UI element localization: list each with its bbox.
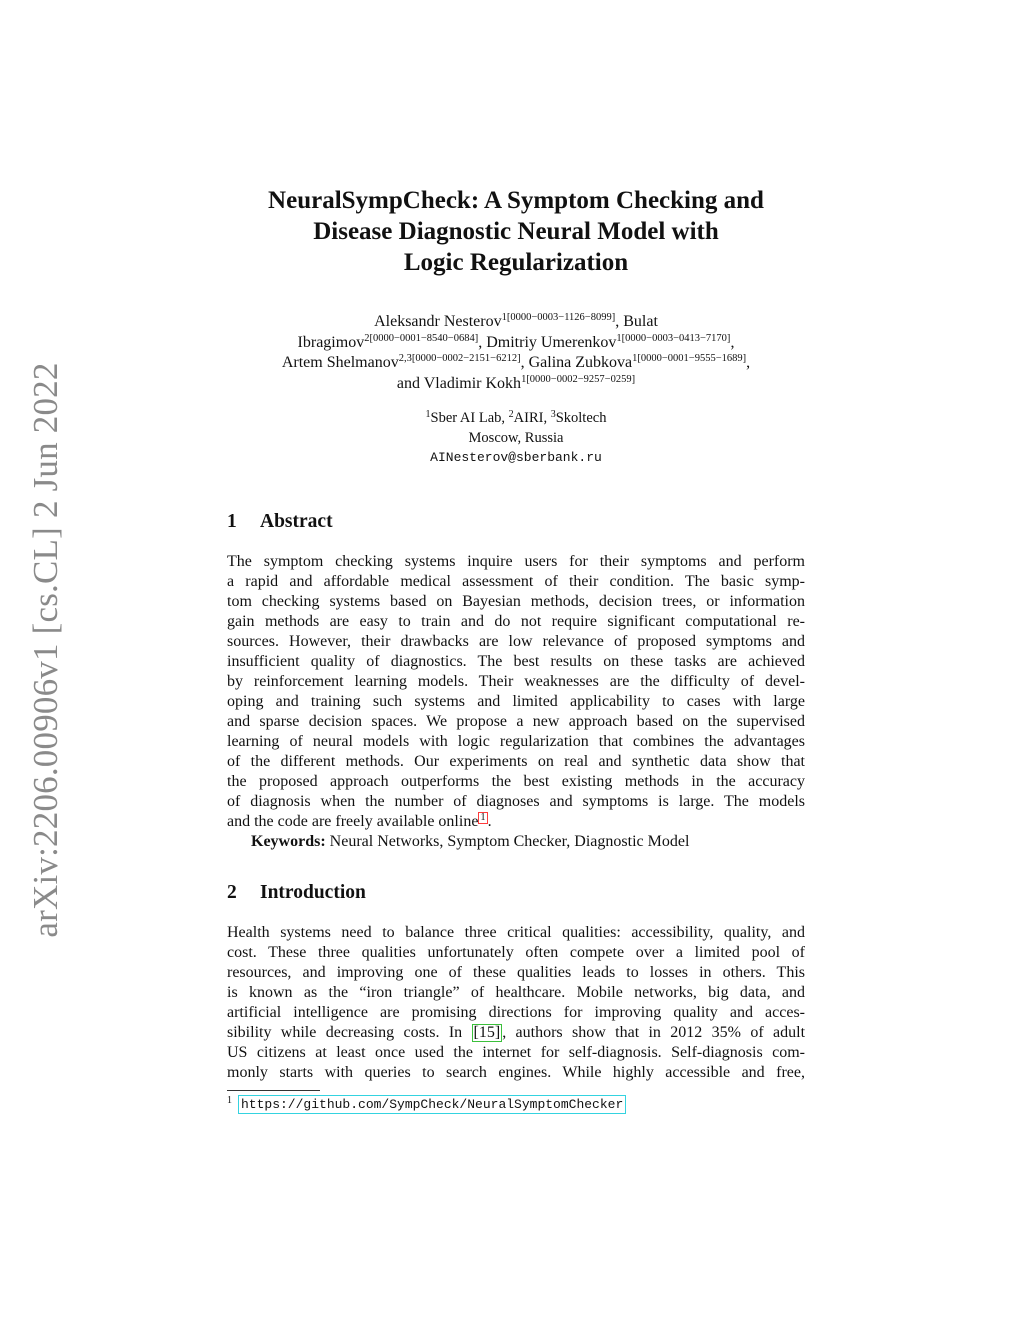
author-separator: , [746, 354, 751, 371]
author-name: , Dmitriy Umerenkov [478, 333, 617, 351]
section-number: 1 [227, 511, 237, 532]
affiliation-sup: 2 [508, 409, 514, 420]
introduction-body [227, 923, 805, 1083]
text-line: of diagnosis when the number of diagnoses and symptoms is large. The models [227, 793, 805, 810]
author-separator: , Bulat [615, 313, 658, 330]
text-line: learning of neural models with logic regularization that combines the advantages [227, 733, 805, 750]
text-line: oping and training such systems and limited applicability to cases with large [227, 693, 805, 710]
text-line: is known as the “iron triangle” of healthcare. Mobile networks, big data, and [227, 984, 805, 1001]
text-line: of the different methods. Our experiments on real and synthetic data show that [227, 753, 805, 770]
text-line-content: , authors show that in 2012 35% of adult [502, 1024, 806, 1041]
author-orcid: [0000−0001−8540−0684] [369, 332, 479, 344]
text-line: Health systems need to balance three critical qualities: accessibility, quality, and [227, 924, 805, 941]
affiliation-org: Sber AI Lab, [430, 410, 509, 426]
paper-title [227, 185, 805, 278]
author-orcid: [0000−0002−9257−0259] [526, 373, 636, 385]
text-line: by reinforcement learning models. Their weaknesses are the difficulty of devel- [227, 673, 805, 690]
affiliation-line [227, 409, 805, 429]
footnote-ref-link[interactable]: 1 [480, 812, 486, 823]
text-line: the proposed approach outperforms the best existing methods in the accuracy [227, 773, 805, 790]
author-orcid: [0000−0003−0413−7170] [621, 332, 731, 344]
section-title: Introduction [260, 882, 366, 903]
text-line: sources. However, their drawbacks are low relevance of proposed symptoms and [227, 633, 805, 650]
footnote-marker: 1 [227, 1095, 232, 1106]
text-line: a rapid and affordable medical assessment of their condition. The basic symp- [227, 573, 805, 590]
author-name: and Vladimir Kokh [396, 374, 522, 392]
title-line: Disease Diagnostic Neural Model with [313, 218, 719, 245]
affiliation-sup: 3 [550, 409, 556, 420]
text-line [227, 812, 805, 832]
author-line [227, 374, 805, 395]
affiliations [227, 409, 805, 468]
text-line [227, 1023, 805, 1043]
title-line: NeuralSympCheck: A Symptom Checking and [268, 187, 764, 214]
author-orcid: [0000−0001−9555−1689] [637, 353, 747, 364]
footnote-rule [227, 1090, 320, 1091]
text-line: The symptom checking systems inquire users for their symptoms and perform [227, 553, 805, 570]
author-separator: , [730, 333, 735, 351]
author-orcid: [0000−0003−1126−8099] [506, 312, 616, 323]
author-name: Artem Shelmanov [281, 354, 399, 371]
section-number: 2 [227, 882, 237, 903]
keywords-label: Keywords: [251, 833, 326, 850]
author-name: Aleksandr Nesterov [374, 313, 502, 330]
text-line-content: sibility while decreasing costs. In [227, 1024, 472, 1041]
author-affiliation-sup: 1 [521, 373, 527, 385]
affiliation-org: Skoltech [555, 410, 607, 426]
text-line: and sparse decision spaces. We propose a new approach based on the supervised [227, 713, 805, 730]
author-list [227, 312, 805, 394]
author-line [227, 333, 805, 354]
author-orcid: [0000−0002−2151−6212] [411, 353, 521, 364]
affiliation-sup: 1 [425, 409, 431, 420]
affiliation-location: Moscow, Russia [468, 429, 564, 446]
footnote-url-link[interactable]: https://github.com/SympCheck/NeuralSymptomChecker [238, 1095, 626, 1114]
author-affiliation-sup: 1 [501, 312, 507, 323]
text-line: US citizens at least once used the internet for self-diagnosis. Self-diagnosis com- [227, 1044, 805, 1061]
author-affiliation-sup: 1 [632, 353, 638, 364]
author-name: Ibragimov [297, 333, 365, 351]
author-affiliation-sup: 1 [616, 332, 622, 344]
text-line: resources, and improving one of these qualities leads to losses in others. This [227, 964, 805, 981]
text-line-end: . [487, 813, 492, 830]
author-line [227, 353, 805, 374]
section-heading-abstract [227, 510, 333, 534]
text-line-content: and the code are freely available online [227, 813, 479, 830]
text-line: gain methods are easy to train and do not require significant computational re- [227, 613, 805, 630]
footnote [227, 1094, 626, 1114]
keywords-value: Neural Networks, Symptom Checker, Diagnostic Model [329, 833, 690, 850]
arxiv-side-stamp: arXiv:2206.00906v1 [cs.CL] 2 Jun 2022 [26, 362, 65, 938]
author-name: , Galina Zubkova [520, 354, 633, 371]
title-line: Logic Regularization [403, 249, 629, 276]
author-affiliation-sup: 2 [364, 332, 370, 344]
text-line: insufficient quality of diagnostics. The best results on these tasks are achieved [227, 653, 805, 670]
section-heading-introduction [227, 881, 366, 905]
text-line: cost. These three qualities unfortunately often compete over a limited pool of [227, 944, 805, 961]
author-affiliation-sup: 2,3 [398, 353, 412, 364]
text-line: artificial intelligence are promising directions for improving quality and acces- [227, 1004, 805, 1021]
keywords [251, 832, 805, 852]
author-line [227, 312, 805, 333]
text-line: tom checking systems based on Bayesian methods, decision trees, or information [227, 593, 805, 610]
affiliation-org: AIRI, [513, 410, 551, 426]
citation-link[interactable]: [15] [473, 1024, 501, 1041]
abstract-body [227, 552, 805, 832]
author-email: AINesterov@sberbank.ru [430, 450, 602, 465]
section-title: Abstract [260, 511, 333, 532]
text-line: monly starts with queries to search engines. While highly accessible and free, [227, 1064, 805, 1081]
